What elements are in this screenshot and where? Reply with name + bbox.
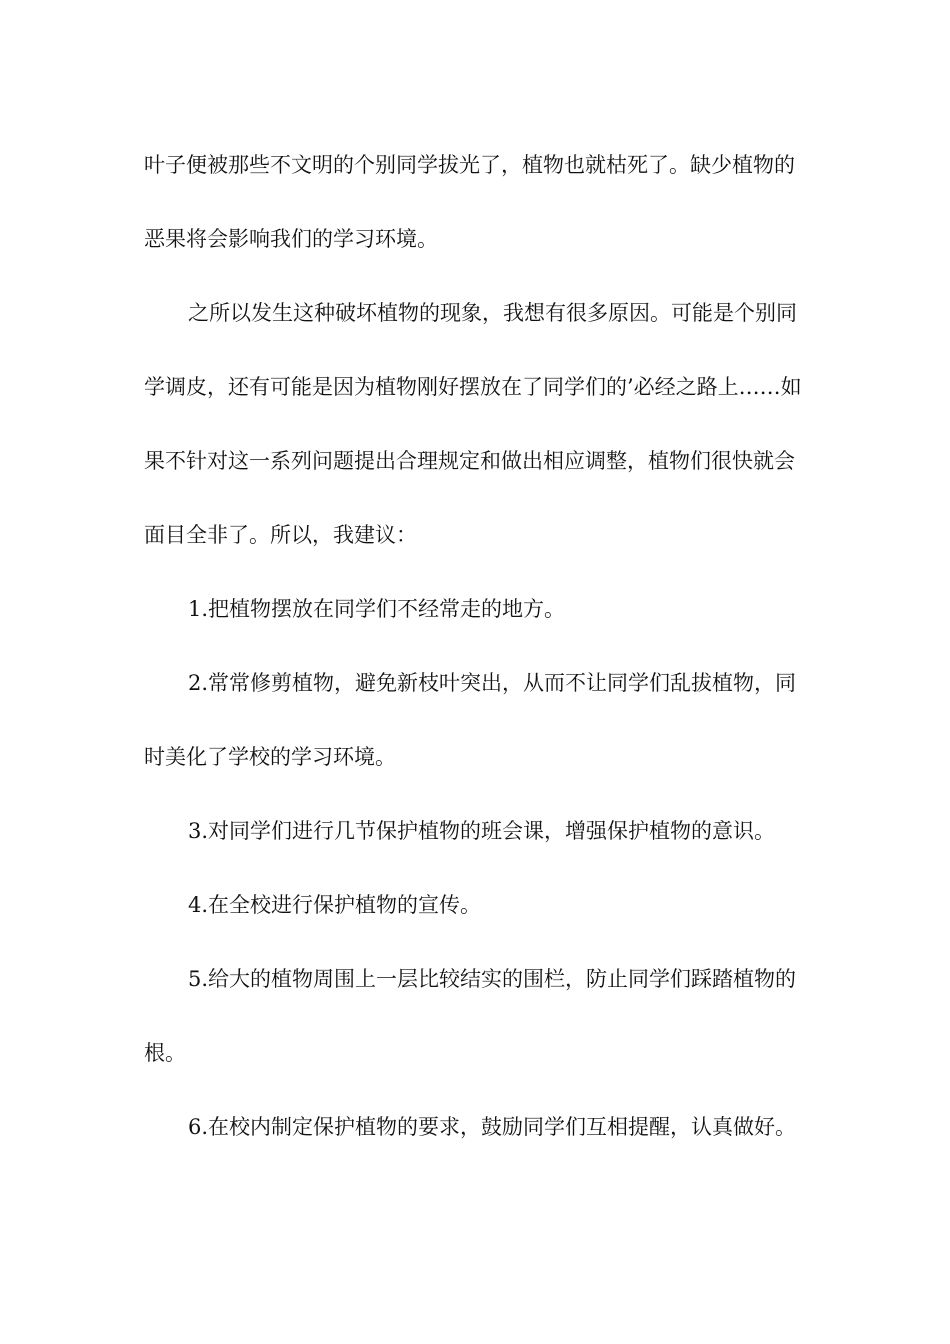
paragraph-reasons: 之所以发生这种破坏植物的现象，我想有很多原因。可能是个别同学调皮，还有可能是因为植物刚好摆放在了同学们的’必经之路上……如果不针对这一系列问题提出合理规定和做出相应调整，植物们很快就会面目全非了。所以，我建议： bbox=[144, 301, 802, 547]
suggestion-3: 3.对同学们进行几节保护植物的班会课，增强保护植物的意识。 bbox=[188, 819, 776, 843]
paragraph-continuation: 叶子便被那些不文明的个别同学拔光了，植物也就枯死了。缺少植物的恶果将会影响我们的学习环境。 bbox=[144, 153, 795, 251]
body-text bbox=[144, 128, 808, 1164]
suggestion-5: 5.给大的植物周围上一层比较结实的围栏，防止同学们踩踏植物的根。 bbox=[144, 967, 797, 1065]
suggestion-1: 1.把植物摆放在同学们不经常走的地方。 bbox=[188, 597, 566, 621]
suggestion-4: 4.在全校进行保护植物的宣传。 bbox=[188, 893, 482, 917]
suggestion-2: 2.常常修剪植物，避免新枝叶突出，从而不让同学们乱拔植物，同时美化了学校的学习环境。 bbox=[144, 671, 797, 769]
suggestion-6: 6.在校内制定保护植物的要求，鼓励同学们互相提醒，认真做好。 bbox=[188, 1115, 797, 1139]
